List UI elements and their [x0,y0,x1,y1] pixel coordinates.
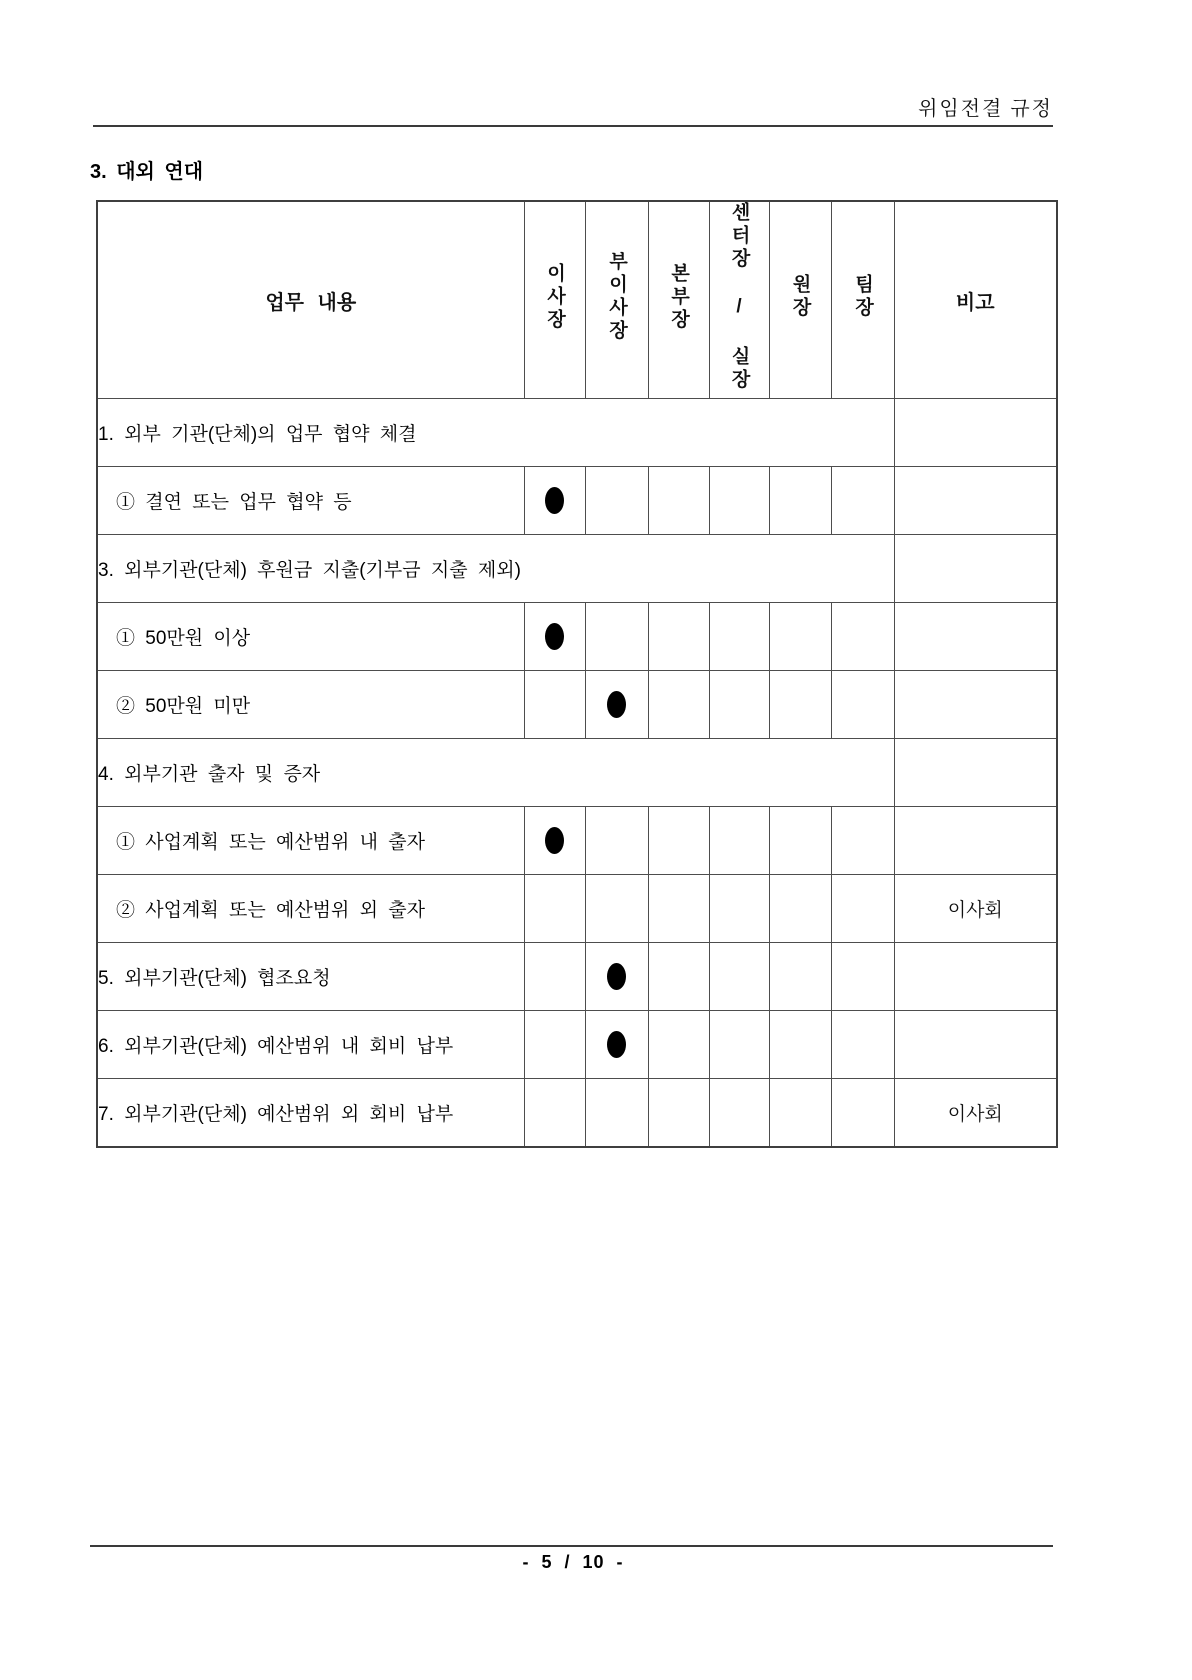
task-cell: ① 결연 또는 업무 협약 등 [97,467,524,535]
approval-cell [585,1011,648,1079]
approval-cell [769,603,831,671]
remark-cell [894,807,1057,875]
approval-cell [585,467,648,535]
table-row [97,739,1057,807]
col-header-role-3 [709,201,769,399]
approval-cell [709,1079,769,1147]
approval-cell [648,943,709,1011]
table-row [97,399,1057,467]
approval-table [96,200,1058,1148]
approval-cell [831,807,894,875]
table-row [97,1079,1057,1147]
approval-cell [585,603,648,671]
approval-cell [831,1011,894,1079]
approval-cell [709,603,769,671]
remark-cell [894,399,1057,467]
footer-rule [90,1545,1053,1547]
col-header-role-4-label: 원장 [789,274,811,320]
task-cell: ② 사업계획 또는 예산범위 외 출자 [97,875,524,943]
remark-cell [894,739,1057,807]
approval-cell [769,671,831,739]
approval-dot [545,487,564,514]
col-header-remark: 비고 [894,201,1057,399]
approval-cell [524,943,585,1011]
approval-cell [648,603,709,671]
table-row [97,535,1057,603]
remark-cell [894,603,1057,671]
col-header-role-0-label: 이사장 [544,262,565,332]
col-header-role-2 [648,201,709,399]
task-cell: ① 50만원 이상 [97,603,524,671]
remark-cell [894,671,1057,739]
approval-cell [648,1079,709,1147]
doc-header-title: 위임전결 규정 [918,98,1053,120]
table-row [97,807,1057,875]
approval-dot [607,1031,626,1058]
table-row [97,1011,1057,1079]
table-row [97,467,1057,535]
task-cell: ① 사업계획 또는 예산범위 내 출자 [97,807,524,875]
approval-cell [524,1079,585,1147]
remark-cell [894,467,1057,535]
table-row [97,603,1057,671]
approval-cell [831,603,894,671]
approval-cell [709,807,769,875]
approval-cell [585,671,648,739]
remark-cell [894,535,1057,603]
approval-cell [524,807,585,875]
table-row [97,875,1057,943]
col-header-role-0 [524,201,585,399]
approval-dot [545,623,564,650]
table-row [97,671,1057,739]
task-cell: 3. 외부기관(단체) 후원금 지출(기부금 지출 제외) [97,535,894,603]
remark-cell: 이사회 [894,1079,1057,1147]
table-body [97,399,1057,1147]
approval-cell [709,1011,769,1079]
section-title: 3. 대외 연대 [90,161,204,183]
col-header-role-2-label: 본부장 [668,262,689,332]
approval-cell [709,943,769,1011]
col-header-role-5-label: 팀장 [852,274,873,320]
task-cell: 4. 외부기관 출자 및 증자 [97,739,894,807]
approval-cell [769,807,831,875]
approval-cell [831,875,894,943]
approval-cell [831,671,894,739]
task-cell: 5. 외부기관(단체) 협조요청 [97,943,524,1011]
remark-cell [894,1011,1057,1079]
col-header-role-4 [769,201,831,399]
approval-cell [648,467,709,535]
approval-cell [769,875,831,943]
approval-cell [769,1079,831,1147]
approval-cell [524,467,585,535]
approval-cell [831,1079,894,1147]
approval-cell [831,467,894,535]
approval-cell [585,943,648,1011]
approval-cell [648,1011,709,1079]
approval-cell [769,467,831,535]
col-header-role-3-label: 센터장 / 실장 [728,202,750,392]
approval-cell [648,875,709,943]
approval-cell [648,671,709,739]
approval-dot [607,963,626,990]
approval-cell [648,807,709,875]
approval-cell [769,943,831,1011]
approval-cell [524,875,585,943]
approval-cell [524,671,585,739]
remark-cell: 이사회 [894,875,1057,943]
approval-dot [545,827,564,854]
task-cell: 7. 외부기관(단체) 예산범위 외 회비 납부 [97,1079,524,1147]
task-cell: 1. 외부 기관(단체)의 업무 협약 체결 [97,399,894,467]
approval-cell [585,875,648,943]
col-header-role-1-label: 부이사장 [606,251,627,343]
approval-cell [709,875,769,943]
approval-cell [709,467,769,535]
approval-cell [769,1011,831,1079]
approval-cell [831,943,894,1011]
approval-cell [585,1079,648,1147]
approval-cell [585,807,648,875]
col-header-role-1 [585,201,648,399]
remark-cell [894,943,1057,1011]
task-cell: ② 50만원 미만 [97,671,524,739]
col-header-role-5 [831,201,894,399]
task-cell: 6. 외부기관(단체) 예산범위 내 회비 납부 [97,1011,524,1079]
approval-cell [524,1011,585,1079]
approval-dot [607,691,626,718]
header-rule [93,125,1053,127]
page-number: - 5 / 10 - [522,1552,624,1572]
approval-cell [524,603,585,671]
table-header-row [97,201,1057,399]
table-row [97,943,1057,1011]
col-header-task: 업무 내용 [97,201,524,399]
approval-cell [709,671,769,739]
